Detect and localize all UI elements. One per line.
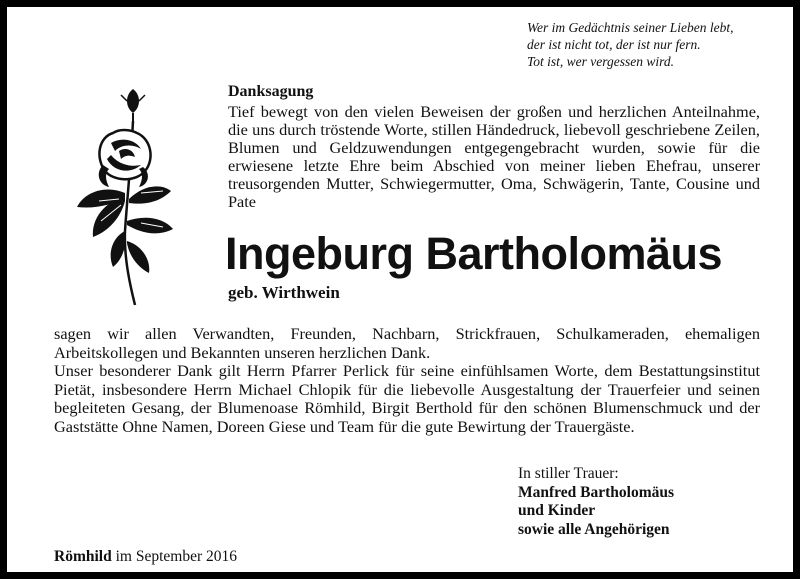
mourner-name: Manfred Bartholomäus bbox=[518, 483, 675, 501]
poem-line: Wer im Gedächtnis seiner Lieben lebt, bbox=[527, 20, 734, 35]
memorial-poem bbox=[527, 19, 733, 70]
place: Römhild bbox=[54, 548, 112, 565]
poem-line: Tot ist, wer vergessen wird. bbox=[527, 54, 675, 69]
signoff-intro: In stiller Trauer: bbox=[518, 465, 619, 482]
thanks-paragraph: sagen wir allen Verwandten, Freunden, Nachbarn, Strickfrauen, Schulkameraden, ehemaligen Arbeitskollegen und Bekannten unseren herzlichen Dank. bbox=[54, 324, 760, 362]
place-date bbox=[54, 548, 237, 566]
body-text bbox=[54, 325, 760, 437]
mourner-name: sowie alle Angehörigen bbox=[518, 520, 670, 538]
mourner-name: und Kinder bbox=[518, 502, 596, 519]
signoff bbox=[518, 465, 674, 539]
deceased-name: Ingeburg Bartholomäus bbox=[225, 228, 723, 279]
special-thanks-paragraph: Unser besonderer Dank gilt Herrn Pfarrer Perlick für seine einfühlsamen Worte, dem Bestattungsinstitut Pietät, insbesondere Herrn Michael Chlopik für die liebevolle Ausgestaltung der Trauerfeier und seinen begleiteten Gesang, der Blumenoase Römhild, Birgit Berthold für den schönen Blumenschmuck und der Gaststätte Ohne Namen, Doreen Giese und Team für die gute Bewirtung der Trauergäste. bbox=[54, 361, 760, 436]
rose-icon bbox=[55, 81, 179, 309]
heading: Danksagung bbox=[228, 83, 314, 100]
poem-line: der ist nicht tot, der ist nur fern. bbox=[527, 37, 701, 52]
birth-name: geb. Wirthwein bbox=[228, 283, 340, 302]
intro-text: Tief bewegt von den vielen Beweisen der großen und herzlichen Anteilnahme, die uns durch tröstende Worte, stillen Händedruck, liebevoll geschriebene Zeilen, Blumen und Geldzuwendungen entgegengebracht wurden, sowie für die erwiesene letzte Ehre beim Abschied von meiner lieben Ehefrau, unserer treusorgenden Mutter, Schwiegermutter, Oma, Schwägerin, Tante, Cousine und Pate bbox=[228, 102, 760, 211]
date: im September 2016 bbox=[115, 548, 237, 565]
